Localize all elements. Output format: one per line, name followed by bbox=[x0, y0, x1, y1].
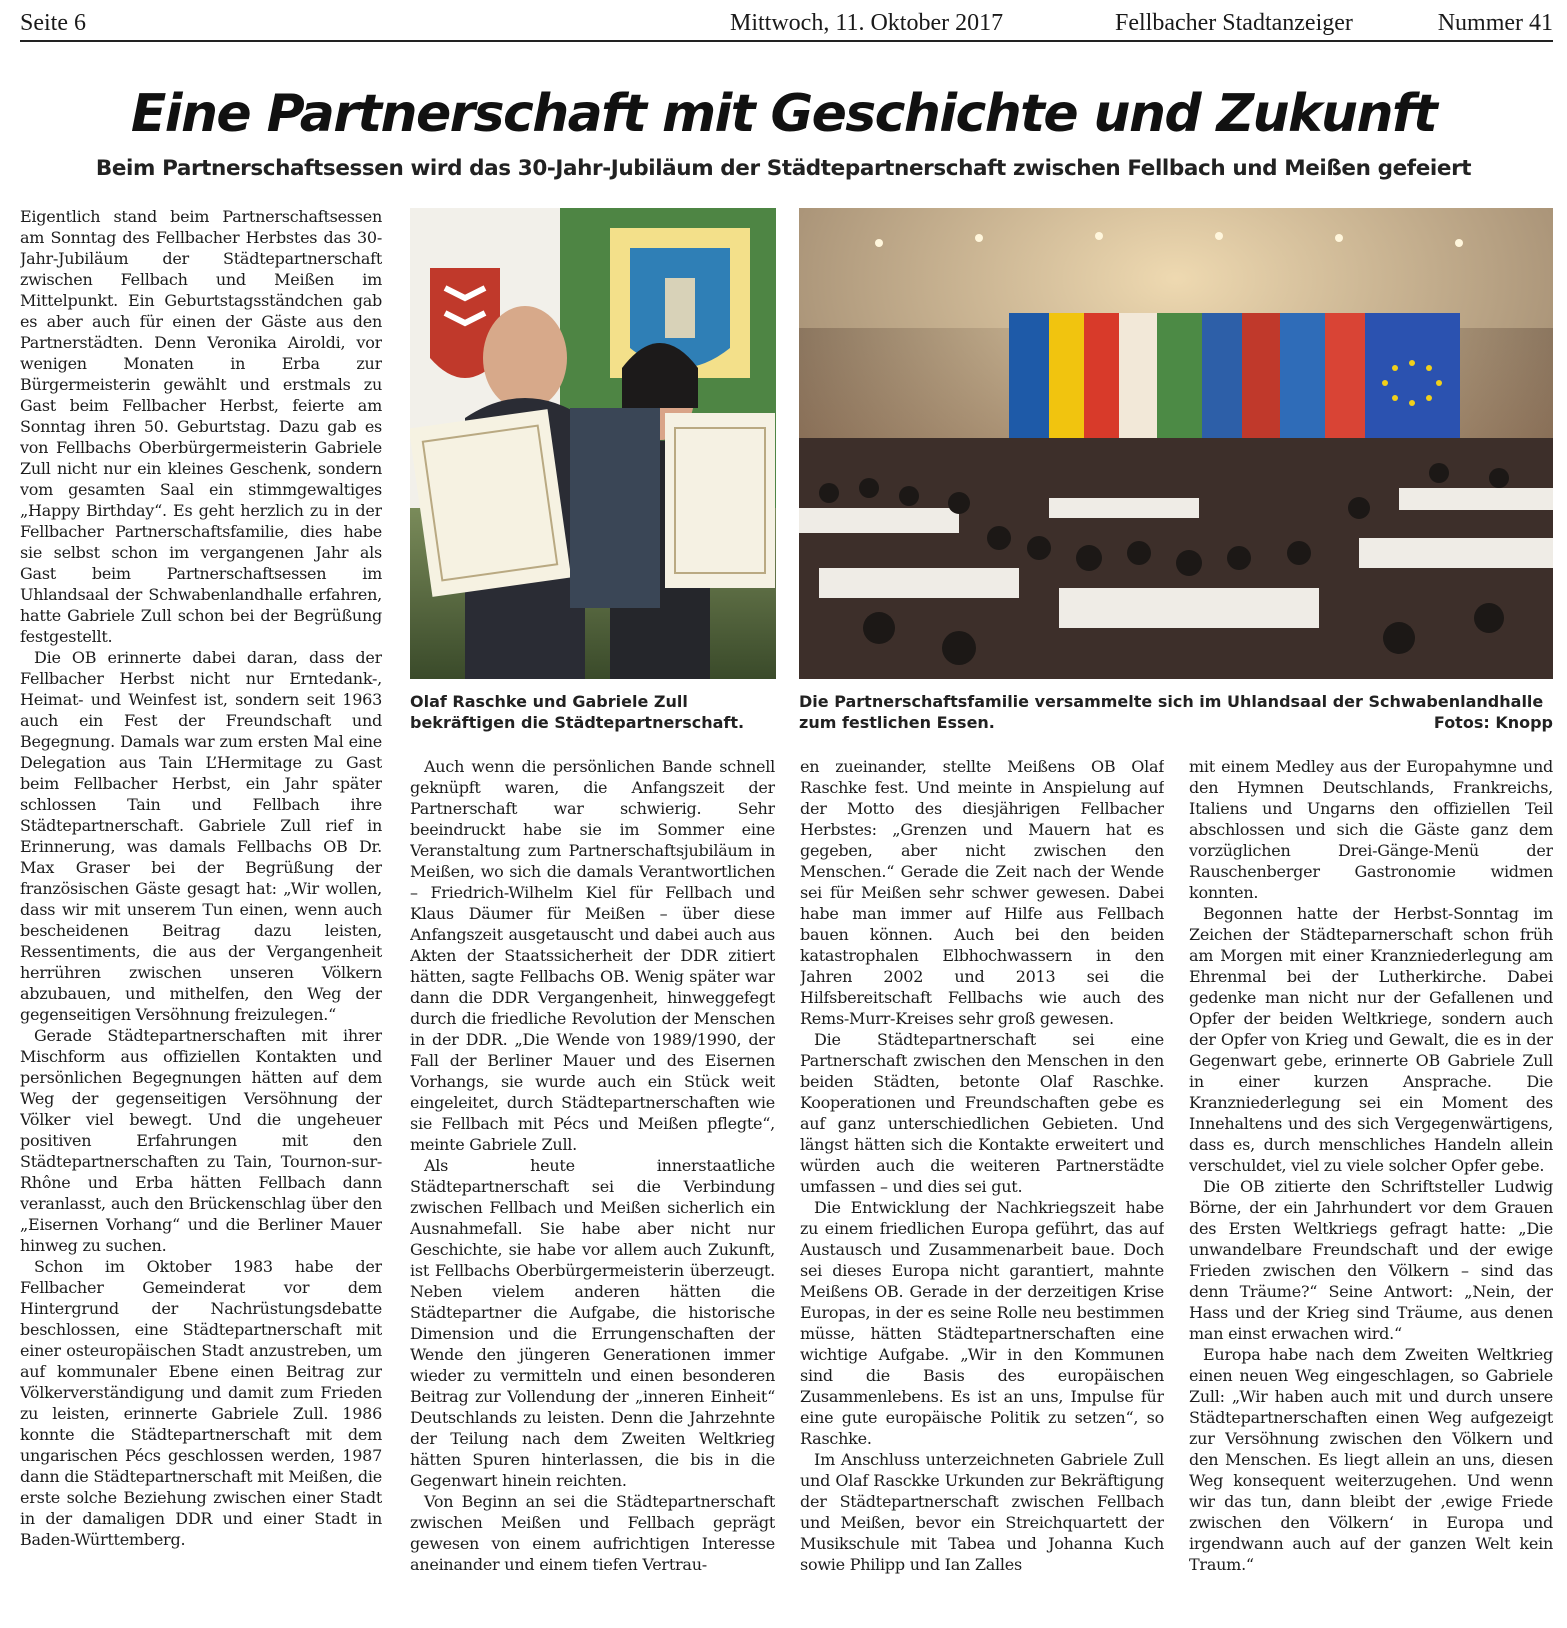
paragraph: Im Anschluss unterzeichneten Gabriele Zull und Olaf Rasckke Urkunden zur Bekräftigung der Städtepartnerschaft zwischen Fellbach und Meißen, bevor ein Streichquartett der Musikschule mit Tabea und Johanna Kuch sowie Philipp und Ian Zalles bbox=[800, 1450, 1164, 1574]
photo-credit: Fotos: Knopp bbox=[1433, 713, 1553, 732]
article-headline: Eine Partnerschaft mit Geschichte und Zukunft bbox=[130, 84, 1437, 144]
paragraph: Begonnen hatte der Herbst-Sonntag im Zeichen der Städteparnerschaft schon früh am Morgen mit einer Kranzniederlegung am Ehrenmal bei der Lutherkirche. Dabei gedenke man nicht nur der Gefallenen und Opfer der beiden Weltkriege, sondern auch der Opfer von Krieg und Gewalt, die es in der Gegenwart gebe, erinnerte OB Gabriele Zull in einer kurzen Ansprache. Die Kranzniederlegung sei ein Moment des Innehaltens und des sich Vergegenwärtigens, dass es, durch menschliches Handeln allein verschuldet, viel zu viele solcher Opfer gebe. bbox=[1189, 904, 1553, 1175]
article-column-4 bbox=[1189, 756, 1553, 1618]
photo-caption-left: Olaf Raschke und Gabriele Zull bekräftigen die Städtepartnerschaft. bbox=[410, 692, 745, 732]
paragraph: Europa habe nach dem Zweiten Weltkrieg einen neuen Weg eingeschlagen, so Gabriele Zull: „Wir haben auch mit und durch unsere Städtepartnerschaften einen Weg aufgezeigt zur Versöhnung zwischen den Völkern und den Menschen. Es liegt allein an uns, diesen Weg konsequent weiterzugehen. Und wenn wir das tun, dann bleibt der ‚ewige Friede zwischen den Völkern‘ in Europa und irgendwann auch auf der ganzen Welt kein Traum.“ bbox=[1189, 1345, 1553, 1574]
photo-banquet-hall bbox=[799, 208, 1553, 679]
article-column-1 bbox=[20, 206, 382, 1618]
paragraph: Die Städtepartnerschaft sei eine Partnerschaft zwischen den Menschen in den beiden Städten, betonte Olaf Raschke. Kooperationen und Freundschaften gebe es auf ganz unterschiedlichen Gebieten. Und längst hätten sich die Kontakte erweitert und würden auch die weiteren Partnerstädte umfassen – und dies sei gut. bbox=[800, 1030, 1164, 1196]
photo-caption-text: Die Partnerschaftsfamilie versammelte sich im Uhlandsaal der Schwabenlandhalle zum festlichen Essen. bbox=[799, 692, 1544, 732]
paragraph: en zueinander, stellte Meißens OB Olaf Raschke fest. Und meinte in Anspielung auf der Motto des diesjährigen Fellbacher Herbstes: „Grenzen und Mauern hat es gegeben, aber nicht zwischen den Menschen.“ Gerade die Zeit nach der Wende sei für Meißen sehr schwer gewesen. Dabei habe man immer auf Hilfe aus Fellbach bauen können. Auch bei den beiden katastrophalen Elbhochwassern in den Jahren 2002 und 2013 sei die Hilfsbereitschaft Fellbachs wie auch des Rems-Murr-Kreises sehr groß gewesen. bbox=[800, 757, 1164, 1028]
photo-mayors-with-certificates bbox=[410, 208, 776, 679]
paragraph: mit einem Medley aus der Europahymne und den Hymnen Deutschlands, Frankreichs, Italiens und Ungarns den offiziellen Teil abschlossen und sich die Gäste ganz dem vorzüglichen Drei-Gänge-Menü der Rauschenberger Gastronomie widmen konnten. bbox=[1189, 757, 1553, 902]
newspaper-name: Fellbacher Stadtanzeiger bbox=[1115, 10, 1353, 36]
issue-date: Mittwoch, 11. Oktober 2017 bbox=[730, 10, 1004, 36]
page-number: Seite 6 bbox=[20, 10, 86, 36]
paragraph: Eigentlich stand beim Partnerschaftsessen am Sonntag des Fellbacher Herbstes das 30-Jahr-Jubiläum der Städtepartnerschaft zwischen Fellbach und Meißen im Mittelpunkt. Ein Geburtstagsständchen gab es aber auch für einen der Gäste aus den Partnerstädten. Denn Veronika Airoldi, vor wenigen Monaten in Erba zur Bürgermeisterin gewählt und erstmals zu Gast beim Fellbacher Herbst, feierte am Sonntag ihren 50. Geburtstag. Dazu gab es von Fellbachs Oberbürgermeisterin Gabriele Zull nicht nur ein kleines Geschenk, sondern vom gesamten Saal ein stimmgewaltiges „Happy Birthday“. Es geht herzlich zu in der Fellbacher Partnerschaftsfamilie, dies habe sie selbst schon im vergangenen Jahr als Gast beim Partnerschaftsessen im Uhlandsaal der Schwabenlandhalle erfahren, hatte Gabriele Zull schon bei der Begrüßung festgestellt. bbox=[20, 207, 382, 646]
masthead bbox=[20, 8, 1553, 42]
paragraph: Von Beginn an sei die Städtepartnerschaft zwischen Meißen und Fellbach geprägt gewesen von einem aufrichtigen Interesse aneinander und einem tiefen Vertrau- bbox=[410, 1492, 775, 1574]
paragraph: Die OB erinnerte dabei daran, dass der Fellbacher Herbst nicht nur Erntedank-, Heimat- und Weinfest ist, sondern seit 1963 auch ein Fest der Freundschaft und Begegnung. Damals war zum ersten Mal eine Delegation aus Tain L’Hermitage zu Gast beim Fellbacher Herbst, ein Jahr später schlossen Tain und Fellbach ihre Städtepartnerschaft. Gabriele Zull rief in Erinnerung, was damals Fellbachs OB Dr. Max Graser bei der Begrüßung der französischen Gäste gesagt hat: „Wir wollen, dass wir mit unserem Tun einen, wenn auch bescheidenen Beitrag dazu leisten, Ressentiments, die aus der Vergangenheit herrühren zwischen unseren Völkern abzubauen, und mithelfen, den Weg der gegenseitigen Versöhnung freizulegen.“ bbox=[20, 648, 382, 1024]
article-subheadline: Beim Partnerschaftsessen wird das 30-Jahr-Jubiläum der Städtepartnerschaft zwischen Fellbach und Meißen gefeiert bbox=[95, 156, 1472, 181]
paragraph: Schon im Oktober 1983 habe der Fellbacher Gemeinderat vor dem Hintergrund der Nachrüstungsdebatte beschlossen, eine Städtepartnerschaft mit einer osteuropäischen Stadt anzustreben, um auf kommunaler Ebene einen Beitrag zur Völkerverständigung und damit zum Frieden zu leisten, erinnerte Gabriele Zull. 1986 konnte die Städtepartnerschaft mit dem ungarischen Pécs geschlossen werden, 1987 dann die Städtepartnerschaft mit Meißen, die erste solche Beziehung zwischen einer Stadt in der damaligen DDR und einer Stadt in Baden-Württemberg. bbox=[20, 1257, 382, 1549]
paragraph: Auch wenn die persönlichen Bande schnell geknüpft waren, die Anfangszeit der Partnerschaft war schwierig. Sehr beeindruckt habe sie im Sommer eine Veranstaltung zum Partnerschaftsjubiläum in Meißen, wo sich die damals Verantwortlichen – Friedrich-Wilhelm Kiel für Fellbach und Klaus Däumer für Meißen – über diese Anfangszeit ausgetauscht und dabei auch aus Akten der Staatssicherheit der DDR zitiert hätten, sagte Fellbachs OB. Wenig später war dann die DDR Vergangenheit, hinweggefegt durch die friedliche Revolution der Menschen in der DDR. „Die Wende von 1989/1990, der Fall der Berliner Mauer und des Eisernen Vorhangs, sie wurde auch ein Stück weit eingeleitet, durch Städtepartnerschaften wie sie Fellbach mit Pécs und Meißen pflegte“, meinte Gabriele Zull. bbox=[410, 757, 775, 1154]
paragraph: Als heute innerstaatliche Städtepartnerschaft sei die Verbindung zwischen Fellbach und Meißen sicherlich ein Ausnahmefall. Sie habe aber nicht nur Geschichte, sie habe vor allem auch Zukunft, ist Fellbachs Oberbürgermeisterin überzeugt. Neben vielem anderen hätten die Städtepartner die Aufgabe, die historische Dimension und die Errungenschaften der Wende den jüngeren Generationen immer wieder zu vermitteln und einen besonderen Beitrag zur Vollendung der „inneren Einheit“ Deutschlands zu leisten. Denn die Jahrzehnte der Teilung nach dem Zweiten Weltkrieg hätten Spuren hinterlassen, die bis in die Gegenwart hinein reichten. bbox=[410, 1156, 775, 1490]
paragraph: Gerade Städtepartnerschaften mit ihrer Mischform aus offiziellen Kontakten und persönlichen Begegnungen hätten auf dem Weg der gegenseitigen Versöhnung der Völker viel bewegt. Und die ungeheuer positiven Erfahrungen mit den Städtepartnerschaften zu Tain, Tournon-sur-Rhône und Erba hätten Fellbach dann veranlasst, auch den Brückenschlag über den „Eisernen Vorhang“ und die Berliner Mauer hinweg zu suchen. bbox=[20, 1026, 382, 1255]
article-column-3 bbox=[800, 756, 1164, 1618]
issue-number: Nummer 41 bbox=[1437, 10, 1553, 36]
paragraph: Die OB zitierte den Schriftsteller Ludwig Börne, der ein Jahrhundert vor dem Grauen des Ersten Weltkriegs gefragt hatte: „Die unwandelbare Freundschaft und der ewige Frieden zwischen den Völkern – sind das denn Träume?“ Seine Antwort: „Nein, der Hass und der Krieg sind Träume, aus denen man einst erwachen wird.“ bbox=[1189, 1177, 1553, 1343]
paragraph: Die Entwicklung der Nachkriegszeit habe zu einem friedlichen Europa geführt, das auf Austausch und Zusammenarbeit baue. Doch sei dieses Europa nicht garantiert, mahnte Meißens OB. Gerade in der derzeitigen Krise Europas, in der es seine Rolle neu bestimmen müsse, hätten Städtepartnerschaften eine wichtige Aufgabe. „Wir in den Kommunen sind die Basis des europäischen Zusammenlebens. Es ist an uns, Impulse für eine gute europäische Politik zu setzen“, so Raschke. bbox=[800, 1198, 1164, 1448]
article-column-2 bbox=[410, 756, 775, 1618]
photo-caption-right bbox=[799, 691, 1553, 733]
